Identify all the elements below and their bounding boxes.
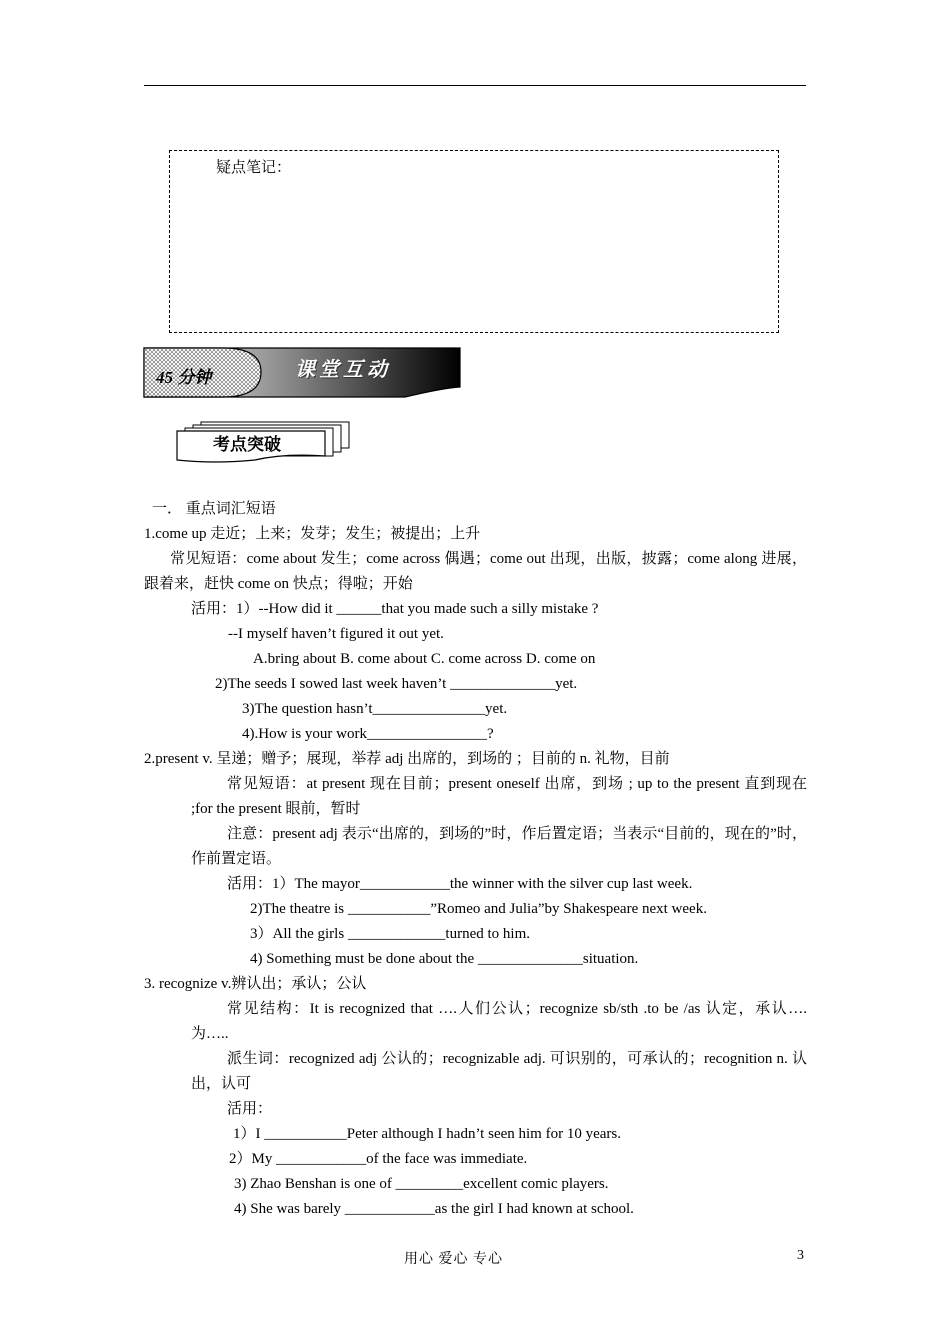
exercise-line: 3）All the girls _____________turned to him. [250,926,530,942]
exercise-line: 活用：1）The mayor____________the winner with the silver cup last week. [227,876,693,892]
notes-box [169,150,779,333]
vocab-item-title: 3. recognize v.辨认出；承认；公认 [144,976,367,992]
exercise-line: 2)The seeds I sowed last week haven’t ______________yet. [215,676,578,692]
derivatives: 派生词：recognized adj 公认的；recognizable adj. 可识别的，可承认的；recognition n. 认出，认可 [191,1051,807,1092]
common-structures: 常见结构：It is recognized that ….人们公认；recognize sb/sth .to be /as 认定，承认….为….. [191,1001,807,1042]
header-rule [144,85,806,86]
exercise-line: 4) Something must be done about the ______________situation. [250,951,639,967]
exercise-options: A.bring about B. come about C. come across D. come on [253,651,596,667]
exercise-line: 4) She was barely ____________as the girl I had known at school. [234,1201,634,1217]
section-heading: 一． 重点词汇短语 [152,501,276,517]
exercise-line: 4).How is your work________________? [242,726,494,742]
section-banner [143,347,461,399]
exercise-line: 2)The theatre is ___________”Romeo and Julia”by Shakespeare next week. [250,901,707,917]
notes-label: 疑点笔记： [216,160,292,176]
common-phrases: 常见短语：come about 发生；come across 偶遇；come out 出现，出版，披露；come along 进展，跟着来，赶快 come on 快点；得啦；开始 [144,551,807,592]
common-phrases: 常见短语：at present 现在目前；present oneself 出席，到场 ; up to the present 直到现在 ;for the present 眼前，暂时 [191,776,807,817]
exercise-line: 3) Zhao Benshan is one of _________excellent comic players. [234,1176,609,1192]
document-body [144,497,807,1222]
exercise-line: 2）My ____________of the face was immediate. [229,1151,528,1167]
section-tab [175,420,353,464]
exercise-heading: 活用： [227,1101,273,1117]
usage-note: 注意：present adj 表示“出席的，到场的”时，作后置定语；当表示“目前的，现在的”时，作前置定语。 [191,826,807,867]
exercise-line: --I myself haven’t figured it out yet. [228,626,444,642]
banner-minutes: 45 分钟 [156,368,212,387]
exercise-line: 3)The question hasn’t_______________yet. [242,701,508,717]
page-number: 3 [797,1248,804,1263]
tab-label: 考点突破 [213,435,281,454]
vocab-item-title: 1.come up 走近；上来；发芽；发生；被提出；上升 [144,526,481,542]
exercise-line: 活用：1）--How did it ______that you made such a silly mistake ? [191,601,599,617]
vocab-item-title: 2.present v. 呈递；赠予；展现，举荐 adj 出席的，到场的 ；目前的 n. 礼物，目前 [144,751,670,767]
footer-motto: 用心 爱心 专心 [404,1252,503,1267]
exercise-line: 1）I ___________Peter although I hadn’t seen him for 10 years. [233,1126,621,1142]
banner-title: 课堂互动 [295,359,391,381]
